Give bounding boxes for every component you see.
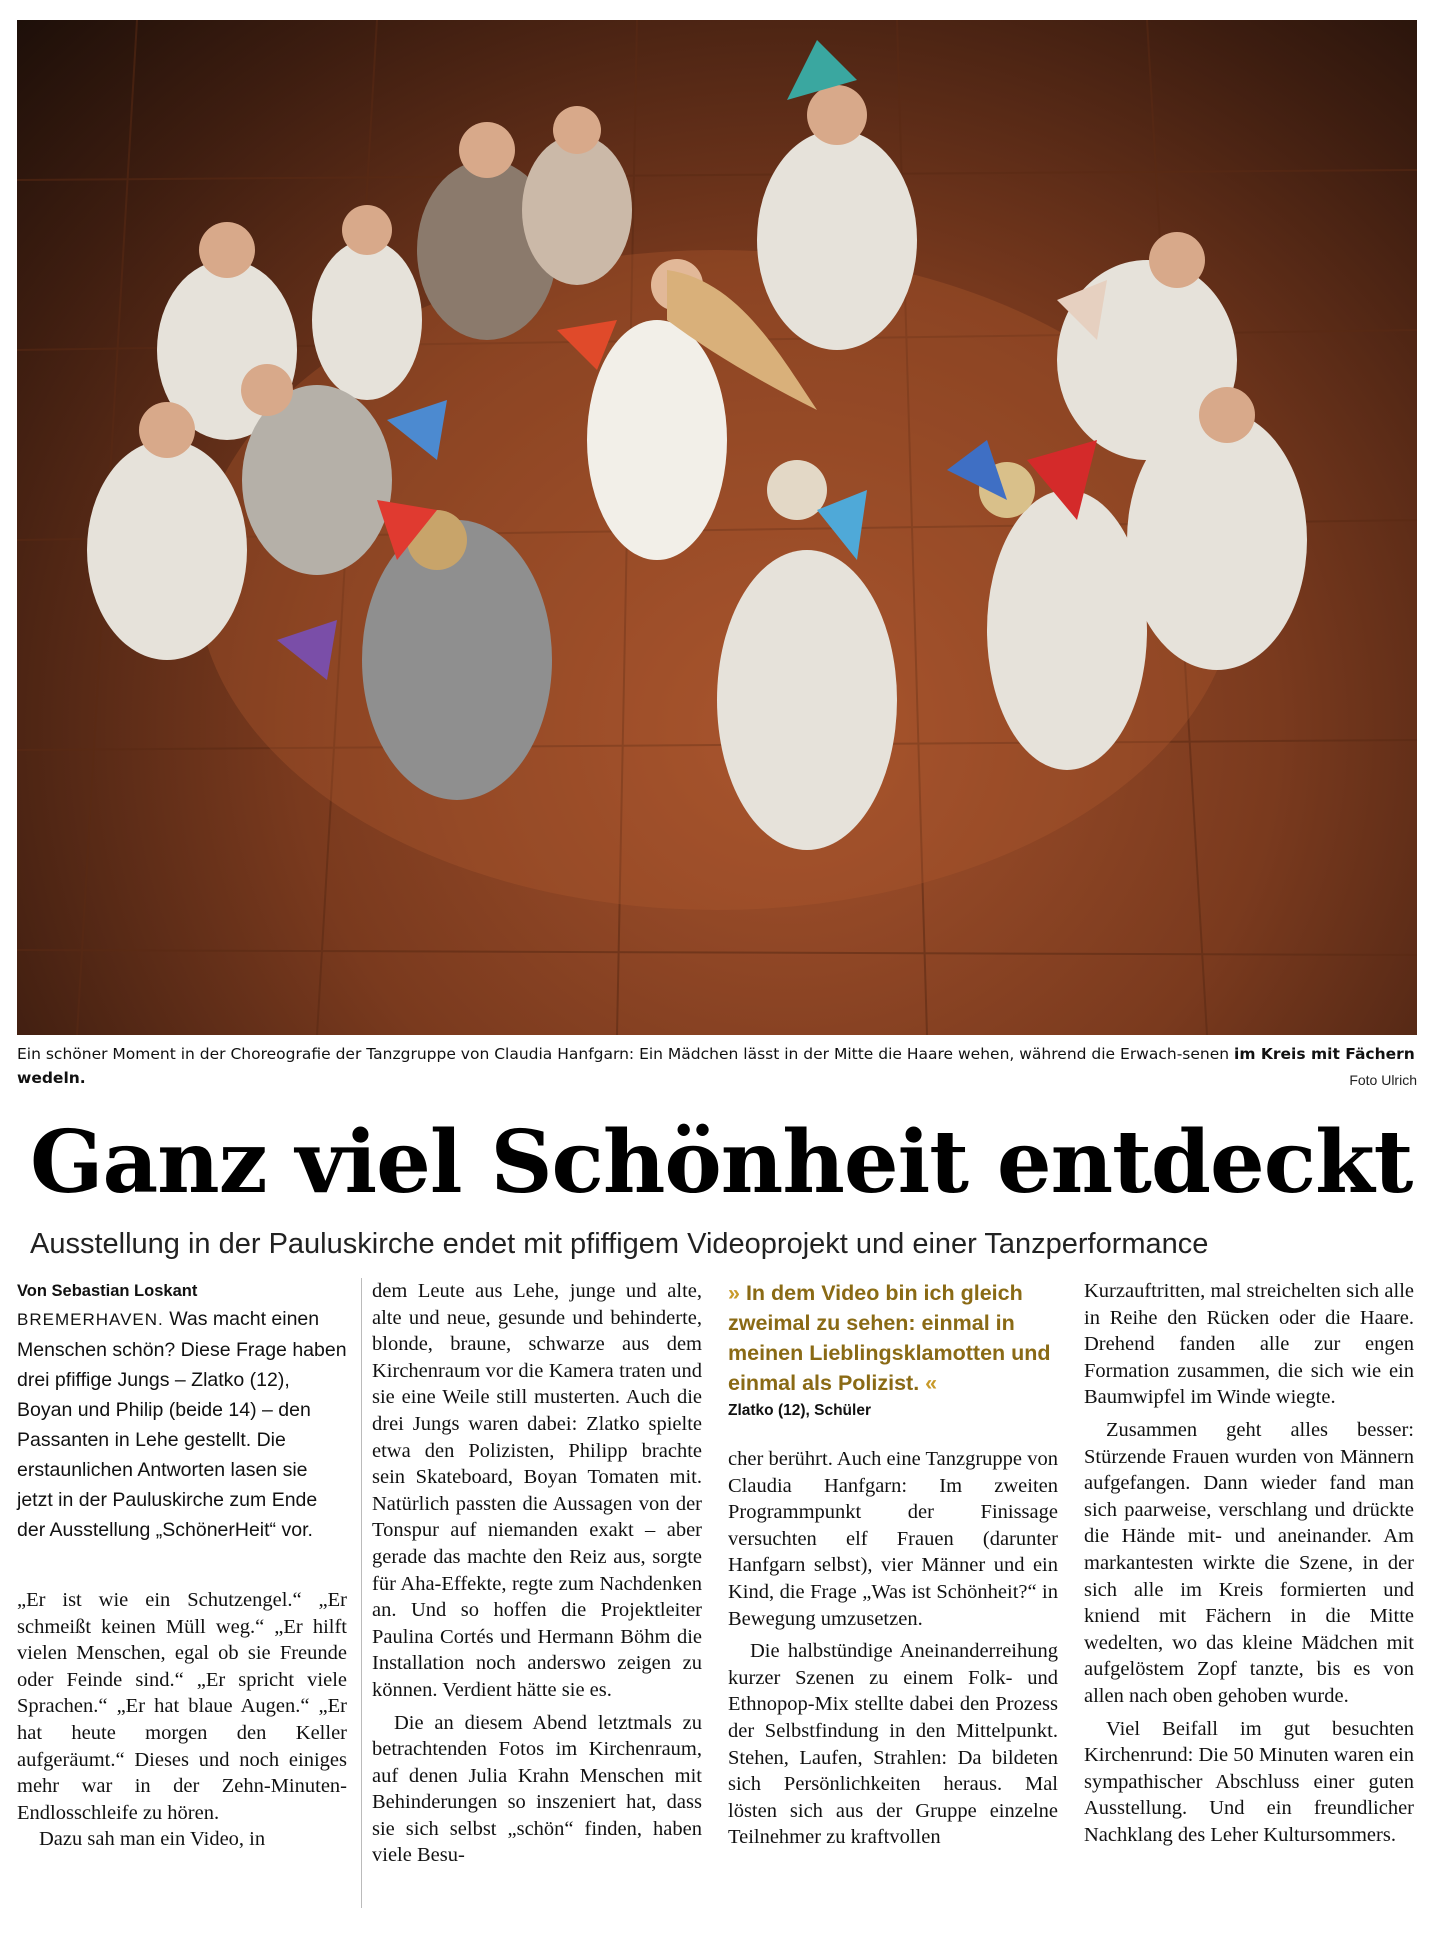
quote-close-mark: «: [925, 1371, 938, 1395]
article-column-4: [1084, 1278, 1414, 1848]
photo-icon: [17, 20, 1417, 1035]
paragraph: „Er ist wie ein Schutzengel.“ „Er schmeißt keinen Müll weg.“ „Er hilft vielen Menschen, egal ob sie Freunde oder Feinde sind.“ „Er spricht viele Sprachen.“ „Er hat blaue Augen.“ „Er hat heute morgen den Keller aufgeräumt.“ Dieses und noch einiges mehr war in der Zehn-Minuten-Endlosschleife zu hören.: [17, 1589, 347, 1824]
article-column-2: [372, 1278, 702, 1869]
paragraph: dem Leute aus Lehe, junge und alte, alte und neue, gesunde und behinderte, blonde, braune, schwarze aus dem Kirchenraum vor die Kamera traten und sie eine Weile still musterten. Auch die drei Jungs waren dabei: Zlatko spielte etwa den Polizisten, Philipp brachte sein Skateboard, Boyan Tomaten mit. Natürlich passten die Aussagen von der Tonspur auf niemanden exakt – aber gerade das machte den Reiz aus, sorgte für Aha-Effekte, regte zum Nachdenken an. Und so hoffen die Projektleiter Paulina Cortés und Hermann Böhm die Installation noch anderswo zeigen zu können. Verdient hätte sie es.: [372, 1280, 702, 1701]
paragraph: Die an diesem Abend letztmals zu betrachtenden Fotos im Kirchenraum, auf denen Julia Krahn Menschen mit Behinderungen so inszeniert hat, dass sie sich selbst „schön“ finden, haben viele Besu-: [372, 1711, 702, 1867]
article-column-3: [728, 1278, 1058, 1851]
headline: Ganz viel Schönheit entdeckt: [30, 1112, 1413, 1213]
lead-text: Was macht einen Menschen schön? Diese Frage haben drei pfiffige Jungs – Zlatko (12), Boyan und Philip (beide 14) – den Passanten in Lehe gestellt. Die erstaunlichen Antworten lasen sie jetzt in der Pauluskirche zum Ende der Ausstellung „SchönerHeit“ vor.: [17, 1308, 347, 1541]
quote-author: Zlatko (12), Schüler: [728, 1402, 871, 1419]
dateline: BREMERHAVEN.: [17, 1310, 164, 1329]
quote-open-mark: »: [728, 1281, 740, 1305]
paragraph: Kurzauftritten, mal streichelten sich alle in Reihe den Rücken oder die Haare. Drehend fanden alle zur engen Formation zusammen, die sich wie ein Baumwipfel im Winde wiegte.: [1084, 1280, 1414, 1409]
photo-credit: Foto Ulrich: [1349, 1072, 1417, 1088]
paragraph: Die halbstündige Aneinanderreihung kurzer Szenen zu einem Folk- und Ethnopop-Mix stellte dabei den Prozess der Selbstfindung in den Mittelpunkt. Stehen, Laufen, Strahlen: Da bildeten sich Persönlichkeiten heraus. Mal lösten sich aus der Gruppe einzelne Teilnehmer zu kraftvollen: [728, 1640, 1058, 1849]
quote-text: In dem Video bin ich gleich zweimal zu sehen: einmal in meinen Lieblingsklamotten und einmal als Polizist.: [728, 1281, 1051, 1395]
column-divider: [361, 1278, 362, 1908]
caption-bold-text: im Kreis mit Fächern wedeln.: [17, 1045, 1415, 1087]
byline: Von Sebastian Loskant: [17, 1282, 198, 1300]
article-column-1: [17, 1278, 347, 1853]
paragraph: Dazu sah man ein Video, in: [39, 1828, 266, 1851]
paragraph: Viel Beifall im gut besuchten Kirchenrund: Die 50 Minuten waren ein sympathischer Abschluss einer guten Ausstellung. Und ein freundlicher Nachklang des Leher Kultursommers.: [1084, 1717, 1414, 1846]
article-photo: [17, 20, 1417, 1035]
caption-text: Ein schöner Moment in der Choreografie der Tanzgruppe von Claudia Hanfgarn: Ein Mädchen lässt in der Mitte die Haare wehen, während die Erwach-senen: [17, 1045, 1235, 1063]
subheadline: Ausstellung in der Pauluskirche endet mit pfiffigem Videoprojekt und einer Tanzperformance: [30, 1228, 1209, 1260]
lead-paragraph: [17, 1304, 347, 1545]
pull-quote: [728, 1278, 1058, 1398]
photo-caption: [17, 1042, 1417, 1090]
paragraph: Zusammen geht alles besser: Stürzende Frauen wurden von Männern aufgefangen. Dann wieder fand man sich paarweise, verschlang und drückte die Hände mit- und aneinander. Am markantesten wirkte die Szene, in der sich alle im Kreis formierten und kniend mit Fächern in die Mitte wedelten, wo das kleine Mädchen mit aufgelöstem Zopf tanzte, bis es von allen nach oben gehoben wurde.: [1084, 1418, 1414, 1707]
paragraph: cher berührt. Auch eine Tanzgruppe von Claudia Hanfgarn: Im zweiten Programmpunkt der Finissage versuchten elf Frauen (darunter Hanfgarn selbst), vier Männer und ein Kind, die Frage „Was ist Schönheit?“ in Bewegung umzusetzen.: [728, 1448, 1058, 1630]
